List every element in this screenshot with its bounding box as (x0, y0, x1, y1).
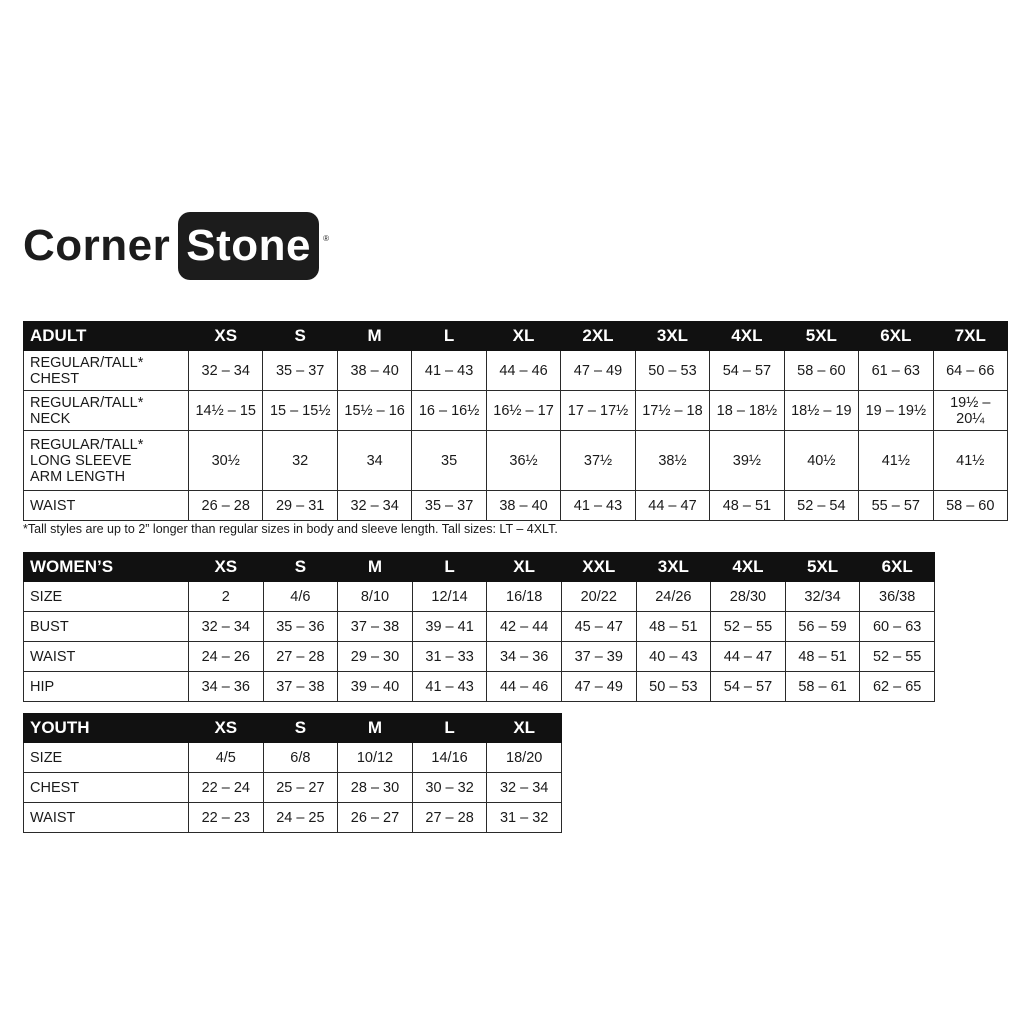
measurement-cell: 37 – 38 (338, 612, 413, 642)
measurement-cell: 8/10 (338, 582, 413, 612)
measurement-cell: 26 – 28 (189, 491, 263, 521)
logo-stone-badge (178, 212, 319, 280)
measurement-cell: 37 – 39 (561, 642, 636, 672)
measurement-cell: 38 – 40 (486, 491, 560, 521)
measurement-cell: 18/20 (487, 743, 562, 773)
measurement-cell: 42 – 44 (487, 612, 562, 642)
measurement-cell: 37½ (561, 431, 635, 491)
womens-size-table (23, 552, 935, 702)
size-header-xs: XS (189, 714, 264, 743)
measurement-cell: 47 – 49 (561, 351, 635, 391)
size-header-m: M (338, 553, 413, 582)
measurement-cell: 40 – 43 (636, 642, 711, 672)
table-row (24, 491, 1008, 521)
measurement-cell: 41½ (933, 431, 1007, 491)
measurement-cell: 48 – 51 (710, 491, 784, 521)
row-label: REGULAR/TALL* NECK (24, 391, 189, 431)
measurement-cell: 32 – 34 (337, 491, 411, 521)
size-header-l: L (412, 714, 487, 743)
logo-word-corner: Corner (23, 221, 171, 270)
measurement-cell: 31 – 33 (412, 642, 487, 672)
measurement-cell: 19½ – 20¼ (933, 391, 1007, 431)
size-header-6xl: 6XL (860, 553, 935, 582)
size-header-xl: XL (486, 322, 560, 351)
size-header-4xl: 4XL (710, 322, 784, 351)
youth-size-table (23, 713, 562, 833)
size-header-xl: XL (487, 714, 562, 743)
size-header-s: S (263, 553, 338, 582)
measurement-cell: 64 – 66 (933, 351, 1007, 391)
measurement-cell: 18 – 18½ (710, 391, 784, 431)
measurement-cell: 22 – 24 (189, 773, 264, 803)
row-label: HIP (24, 672, 189, 702)
table-row (24, 612, 935, 642)
measurement-cell: 32 – 34 (487, 773, 562, 803)
measurement-cell: 44 – 47 (635, 491, 709, 521)
size-header-m: M (338, 714, 413, 743)
adult-table-title: ADULT (24, 322, 189, 351)
row-label: WAIST (24, 803, 189, 833)
measurement-cell: 2 (189, 582, 264, 612)
cornerstone-logo (23, 212, 329, 280)
size-header-l: L (412, 322, 486, 351)
measurement-cell: 36½ (486, 431, 560, 491)
size-header-l: L (412, 553, 487, 582)
table-row (24, 672, 935, 702)
row-label: REGULAR/TALL* CHEST (24, 351, 189, 391)
measurement-cell: 30½ (189, 431, 263, 491)
registered-mark: ® (323, 234, 329, 243)
table-row (24, 431, 1008, 491)
measurement-cell: 4/6 (263, 582, 338, 612)
measurement-cell: 52 – 55 (711, 612, 786, 642)
measurement-cell: 17½ – 18 (635, 391, 709, 431)
measurement-cell: 62 – 65 (860, 672, 935, 702)
measurement-cell: 14½ – 15 (189, 391, 263, 431)
measurement-cell: 28 – 30 (338, 773, 413, 803)
measurement-cell: 34 (337, 431, 411, 491)
measurement-cell: 58 – 61 (785, 672, 860, 702)
measurement-cell: 32/34 (785, 582, 860, 612)
measurement-cell: 40½ (784, 431, 858, 491)
measurement-cell: 50 – 53 (636, 672, 711, 702)
measurement-cell: 25 – 27 (263, 773, 338, 803)
measurement-cell: 50 – 53 (635, 351, 709, 391)
measurement-cell: 44 – 46 (486, 351, 560, 391)
row-label: WAIST (24, 491, 189, 521)
measurement-cell: 56 – 59 (785, 612, 860, 642)
measurement-cell: 31 – 32 (487, 803, 562, 833)
measurement-cell: 45 – 47 (561, 612, 636, 642)
measurement-cell: 48 – 51 (636, 612, 711, 642)
size-header-5xl: 5XL (784, 322, 858, 351)
measurement-cell: 17 – 17½ (561, 391, 635, 431)
row-label: REGULAR/TALL* LONG SLEEVE ARM LENGTH (24, 431, 189, 491)
measurement-cell: 19 – 19½ (859, 391, 933, 431)
size-header-5xl: 5XL (785, 553, 860, 582)
measurement-cell: 35 – 37 (263, 351, 337, 391)
measurement-cell: 32 – 34 (189, 351, 263, 391)
measurement-cell: 41 – 43 (412, 672, 487, 702)
measurement-cell: 16/18 (487, 582, 562, 612)
measurement-cell: 39 – 41 (412, 612, 487, 642)
table-row (24, 391, 1008, 431)
size-header-3xl: 3XL (635, 322, 709, 351)
measurement-cell: 28/30 (711, 582, 786, 612)
size-header-m: M (337, 322, 411, 351)
youth-table-title: YOUTH (24, 714, 189, 743)
measurement-cell: 41½ (859, 431, 933, 491)
row-label: CHEST (24, 773, 189, 803)
tall-sizes-footnote: *Tall styles are up to 2” longer than regular sizes in body and sleeve length. Tall sizes: LT – 4XLT. (23, 522, 558, 536)
measurement-cell: 16 – 16½ (412, 391, 486, 431)
measurement-cell: 24 – 25 (263, 803, 338, 833)
measurement-cell: 60 – 63 (860, 612, 935, 642)
measurement-cell: 58 – 60 (933, 491, 1007, 521)
measurement-cell: 22 – 23 (189, 803, 264, 833)
table-row (24, 803, 562, 833)
measurement-cell: 29 – 30 (338, 642, 413, 672)
measurement-cell: 35 (412, 431, 486, 491)
measurement-cell: 35 – 37 (412, 491, 486, 521)
measurement-cell: 18½ – 19 (784, 391, 858, 431)
table-row (24, 773, 562, 803)
table-row (24, 351, 1008, 391)
measurement-cell: 58 – 60 (784, 351, 858, 391)
table-row (24, 743, 562, 773)
measurement-cell: 32 (263, 431, 337, 491)
table-row (24, 642, 935, 672)
row-label: SIZE (24, 743, 189, 773)
measurement-cell: 32 – 34 (189, 612, 264, 642)
size-header-4xl: 4XL (711, 553, 786, 582)
measurement-cell: 37 – 38 (263, 672, 338, 702)
table-row (24, 582, 935, 612)
measurement-cell: 34 – 36 (189, 672, 264, 702)
measurement-cell: 52 – 54 (784, 491, 858, 521)
size-header-6xl: 6XL (859, 322, 933, 351)
size-header-s: S (263, 322, 337, 351)
size-header-xxl: XXL (561, 553, 636, 582)
measurement-cell: 14/16 (412, 743, 487, 773)
measurement-cell: 6/8 (263, 743, 338, 773)
measurement-cell: 44 – 46 (487, 672, 562, 702)
measurement-cell: 39 – 40 (338, 672, 413, 702)
size-header-xl: XL (487, 553, 562, 582)
measurement-cell: 41 – 43 (561, 491, 635, 521)
measurement-cell: 55 – 57 (859, 491, 933, 521)
measurement-cell: 48 – 51 (785, 642, 860, 672)
measurement-cell: 52 – 55 (860, 642, 935, 672)
measurement-cell: 38 – 40 (337, 351, 411, 391)
adult-size-table (23, 321, 1008, 521)
measurement-cell: 54 – 57 (710, 351, 784, 391)
measurement-cell: 15 – 15½ (263, 391, 337, 431)
measurement-cell: 16½ – 17 (486, 391, 560, 431)
measurement-cell: 34 – 36 (487, 642, 562, 672)
size-header-xs: XS (189, 553, 264, 582)
row-label: BUST (24, 612, 189, 642)
measurement-cell: 27 – 28 (263, 642, 338, 672)
measurement-cell: 44 – 47 (711, 642, 786, 672)
measurement-cell: 4/5 (189, 743, 264, 773)
measurement-cell: 20/22 (561, 582, 636, 612)
measurement-cell: 12/14 (412, 582, 487, 612)
measurement-cell: 30 – 32 (412, 773, 487, 803)
size-header-s: S (263, 714, 338, 743)
row-label: WAIST (24, 642, 189, 672)
measurement-cell: 61 – 63 (859, 351, 933, 391)
measurement-cell: 15½ – 16 (337, 391, 411, 431)
measurement-cell: 26 – 27 (338, 803, 413, 833)
measurement-cell: 54 – 57 (711, 672, 786, 702)
measurement-cell: 39½ (710, 431, 784, 491)
measurement-cell: 27 – 28 (412, 803, 487, 833)
measurement-cell: 41 – 43 (412, 351, 486, 391)
measurement-cell: 24 – 26 (189, 642, 264, 672)
womens-table-title: WOMEN’S (24, 553, 189, 582)
logo-word-stone: Stone (186, 221, 311, 270)
size-header-3xl: 3XL (636, 553, 711, 582)
measurement-cell: 35 – 36 (263, 612, 338, 642)
measurement-cell: 29 – 31 (263, 491, 337, 521)
size-header-7xl: 7XL (933, 322, 1007, 351)
size-header-xs: XS (189, 322, 263, 351)
size-header-2xl: 2XL (561, 322, 635, 351)
measurement-cell: 38½ (635, 431, 709, 491)
measurement-cell: 24/26 (636, 582, 711, 612)
measurement-cell: 10/12 (338, 743, 413, 773)
measurement-cell: 47 – 49 (561, 672, 636, 702)
measurement-cell: 36/38 (860, 582, 935, 612)
row-label: SIZE (24, 582, 189, 612)
